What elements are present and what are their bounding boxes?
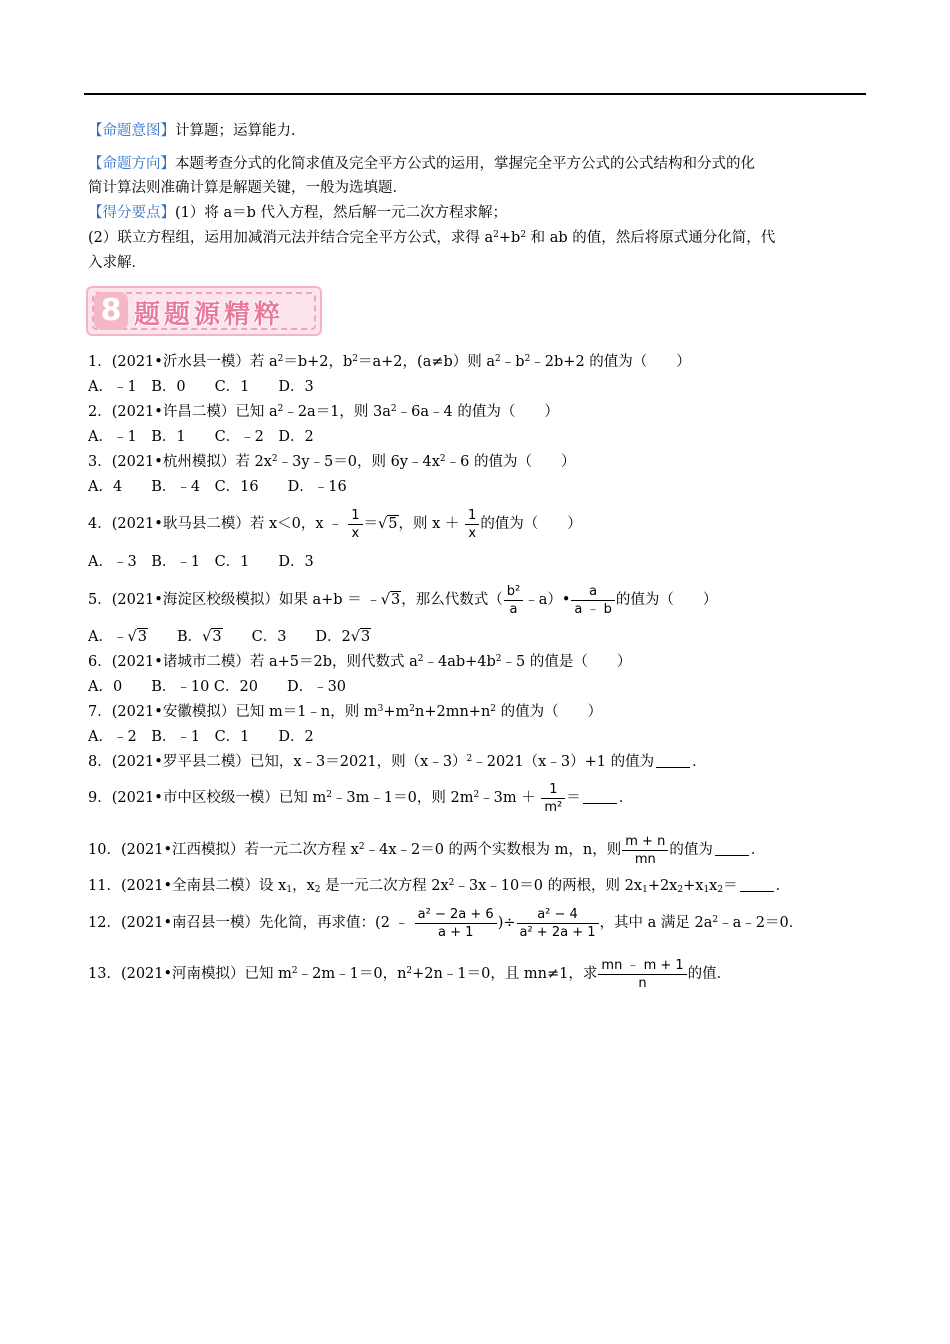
- question-4-options: A．﹣3 B．﹣1 C．1 D．3: [88, 554, 314, 570]
- answer-blank-8[interactable]: [656, 753, 690, 768]
- question-11: 11．(2021•全南县二模）设 $x_1$，$x_2$ 是一元二次方程 $2x^2﹣3x﹣10=0$ 的两根，则 $2x_1+2x_2+x_1x_2=$ ．: [88, 878, 791, 895]
- question-3: 3．(2021•杭州模拟）若 $2x^2﹣3y﹣5=0$，则 $6y﹣4x^2﹣6$ 的值为（ ）: [88, 454, 576, 470]
- question-5-options: A．﹣√3 B．√3 C．3 D．2√3: [88, 629, 371, 645]
- frac-m-plus-n-over-mn: $\frac{m + n}{mn}$: [622, 835, 668, 866]
- question-10: 10．(2021•江西模拟）若一元二次方程 $x^2﹣4x﹣2=0$ 的两个实数根为 m，n，则 $\frac{m + n}{mn}$ 的值为 ．: [88, 833, 766, 867]
- logo-8-icon: 8: [94, 292, 128, 330]
- question-1: 1．(2021•沂水县一模）若 $a^2=b+2$，$b^2=a+2$，(a≠b）则 $a^2﹣b^2﹣2b+2$ 的值为（ ）: [88, 354, 691, 370]
- question-7-options: A．﹣2 B．﹣1 C．1 D．2: [88, 729, 314, 745]
- frac-q12-first: $\frac{\text{a² − 2a + 6}}{a + 1}$: [415, 908, 497, 939]
- question-13: 13．(2021•河南模拟）已知 $m^2﹣2m﹣1=0$，$n^2+2n﹣1=0$，且 mn≠1，求 $\frac{mn ﹣ m + 1}{n}$ 的值．: [88, 957, 732, 991]
- points-line-3: 入求解．: [88, 255, 146, 271]
- frac-q13: $\frac{mn ﹣ m + 1}{n}$: [598, 959, 686, 990]
- answer-blank-10[interactable]: [715, 841, 749, 856]
- question-6: 6．(2021•诸城市二模）若 a+5＝2b，则代数式 $a^2﹣4ab+4b^2﹣5$ 的值是（ ）: [88, 654, 632, 670]
- question-6-options: A．0 B．﹣10 C．20 D．﹣30: [88, 679, 347, 695]
- question-12: 12．(2021•南召县一模）先化简，再求值：(2 ﹣ $\frac{\text{a² − 2a + 6}}{a + 1}$ )÷ $\frac{\text{a² − 4}}{\text{a² + 2a + 1}}$ ，其中 a 满足 $2a^2﹣a﹣2=0$．: [88, 906, 804, 940]
- question-2-options: A．﹣1 B．1 C．﹣2 D．2: [88, 429, 314, 445]
- direction-label: 【命题方向】: [88, 156, 175, 172]
- intent-text: 计算题；运算能力．: [175, 123, 306, 139]
- question-8: 8．(2021•罗平县二模）已知，x﹣3＝2021，则（x﹣3）$^2$﹣2021（x﹣3）+1 的值为 ．: [88, 754, 707, 770]
- direction-line-1: [88, 154, 755, 174]
- direction-text-1: 本题考查分式的化简求值及完全平方公式的运用，掌握完全平方公式的公式结构和分式的化: [175, 156, 755, 172]
- question-3-options: A．4 B．﹣4 C．16 D．﹣16: [88, 479, 347, 495]
- banner-title: 题题源精粹: [134, 300, 285, 330]
- answer-blank-9[interactable]: [583, 789, 617, 804]
- points-label: 【得分要点】: [88, 205, 175, 221]
- question-9: 9．(2021•市中区校级一模）已知 $m^2﹣3m﹣1=0$，则 $2m^2﹣3m$ ＋ $\frac{1}{\text{m²}}$ ＝ ．: [88, 781, 634, 815]
- intent-label: 【命题意图】: [88, 123, 175, 139]
- question-5: 5．(2021•海淀区校级模拟）如果 a+b ＝ ﹣√3，那么代数式（ $\frac{\text{b²}}{a}$ ﹣a）• $\frac{a}{a ﹣ b}$ 的值为（ ）: [88, 583, 718, 617]
- question-4: 4．(2021•耿马县二模）若 x＜0，x ﹣ $\frac{1}{x}$ ＝√5，则 x ＋ $\frac{1}{x}$ 的值为（ ）: [88, 505, 582, 543]
- frac-1-over-m2: $\frac{1}{\text{m²}}$: [541, 783, 565, 814]
- sqrt-5: √5: [378, 516, 398, 532]
- question-7: 7．(2021•安徽模拟）已知 m＝1﹣n，则 $m^3+m^2n+2mn+n^2$ 的值为（ ）: [88, 704, 603, 720]
- direction-line-2: 简计算法则准确计算是解题关键，一般为选填题．: [88, 180, 407, 196]
- frac-1-over-x: $\frac{1}{x}$: [348, 509, 362, 540]
- points-line-2: (2）联立方程组，运用加减消元法并结合完全平方公式，求得 $a^2+b^2$ 和 ab 的值，然后将原式通分化简，代: [88, 230, 776, 246]
- frac-q12-second: $\frac{\text{a² − 4}}{\text{a² + 2a + 1}}$: [517, 908, 599, 939]
- points-text-1: (1）将 a＝b 代入方程，然后解一元二次方程求解；: [175, 205, 508, 221]
- section-banner: [86, 286, 322, 336]
- frac-a-over-a-minus-b: $\frac{a}{a ﹣ b}$: [571, 585, 614, 616]
- frac-b2-over-a: $\frac{\text{b²}}{a}$: [504, 585, 523, 616]
- points-line-1: [88, 203, 507, 223]
- answer-blank-11[interactable]: [740, 877, 774, 892]
- intent-line: [88, 121, 306, 141]
- frac-1-over-x-2: $\frac{1}{x}$: [465, 509, 479, 540]
- question-1-options: A．﹣1 B．0 C．1 D．3: [88, 379, 314, 395]
- header-rule: [84, 93, 866, 95]
- question-2: 2．(2021•许昌二模）已知 $a^2﹣2a=1$，则 $3a^2﹣6a﹣4$ 的值为（ ）: [88, 404, 559, 420]
